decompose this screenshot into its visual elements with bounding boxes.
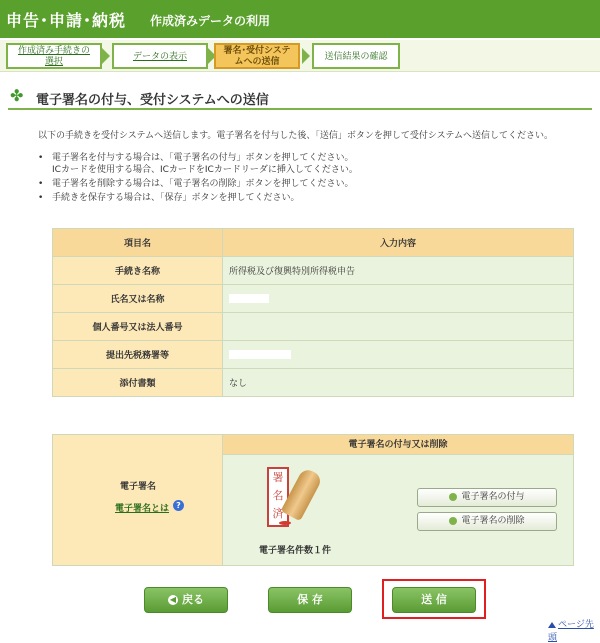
step-data-display[interactable]: データの表示 [112,43,208,69]
row-label: 添付書類 [53,369,223,397]
row-value [223,285,574,313]
signed-stamp-icon: 署名済 [267,467,289,527]
progress-steps [0,40,600,72]
add-signature-button[interactable]: 電子署名の付与 [417,488,557,507]
table-header-row [53,229,574,257]
row-value: なし [223,369,574,397]
send-button[interactable]: 送 信 [392,587,476,613]
signature-panel [52,434,574,566]
up-arrow-icon [548,622,556,628]
instruction-item: • 電子署名を付与する場合は、「電子署名の付与」ボタンを押してください。 ICカードを使用する場合、ICカードをICカードリーダに挿入してください。 [38,152,358,176]
signature-help-link[interactable]: 電子署名とは [115,504,170,514]
signature-section-title: 電子署名の付与又は削除 [223,435,573,455]
procedure-info-table [52,228,574,397]
row-value: 所得税及び復興特別所得税申告 [223,257,574,285]
app-header [0,0,600,38]
play-icon [449,517,457,525]
seal-ink-icon [279,521,291,525]
row-label: 氏名又は名称 [53,285,223,313]
step-arrow-icon [102,48,110,64]
table-row [53,313,574,341]
clover-icon: ✤ [10,86,24,105]
app-title: 申告･申請･納税 [6,11,127,30]
signature-label: 電子署名 [119,482,156,492]
step-sign-and-send: 署名･受付システ ムへの送信 [214,43,300,69]
step-arrow-icon [302,48,310,64]
signature-count: 電子署名件数１件 [259,546,332,556]
step-select-procedure[interactable]: 作成済み手続きの 選択 [6,43,102,69]
instruction-item: • 電子署名を削除する場合は、「電子署名の削除」ボタンを押してください。 [38,178,358,190]
help-icon[interactable]: ? [173,500,184,511]
table-row [53,285,574,313]
intro-text: 以下の手続きを受付システムへ送信します。電子署名を付与した後、「送信」ボタンを押して受付システムへ送信してください。 [38,131,553,141]
step-confirm-result: 送信結果の確認 [312,43,400,69]
row-value [223,341,574,369]
instruction-item: • 手続きを保存する場合は、「保存」ボタンを押してください。 [38,192,358,204]
signature-body [223,455,573,565]
row-label: 手続き名称 [53,257,223,285]
table-row [53,341,574,369]
delete-signature-button[interactable]: 電子署名の削除 [417,512,557,531]
row-label: 提出先税務署等 [53,341,223,369]
redacted-value [229,294,269,303]
section-title: 作成済みデータの利用 [150,14,271,28]
row-value [223,313,574,341]
instruction-list [38,152,358,206]
column-header-item: 項目名 [53,229,223,257]
page-top-link[interactable]: ページ先頭 [548,620,594,643]
table-row [53,369,574,397]
table-row [53,257,574,285]
signature-label-cell [53,435,223,565]
page-title-bar [8,84,592,110]
play-icon [449,493,457,501]
save-button[interactable]: 保 存 [268,587,352,613]
column-header-value: 入力内容 [223,229,574,257]
page-title: 電子署名の付与、受付システムへの送信 [36,93,269,108]
row-label: 個人番号又は法人番号 [53,313,223,341]
redacted-value [229,350,291,359]
back-button[interactable]: ◀ 戻る [144,587,228,613]
back-arrow-icon: ◀ [169,595,177,604]
